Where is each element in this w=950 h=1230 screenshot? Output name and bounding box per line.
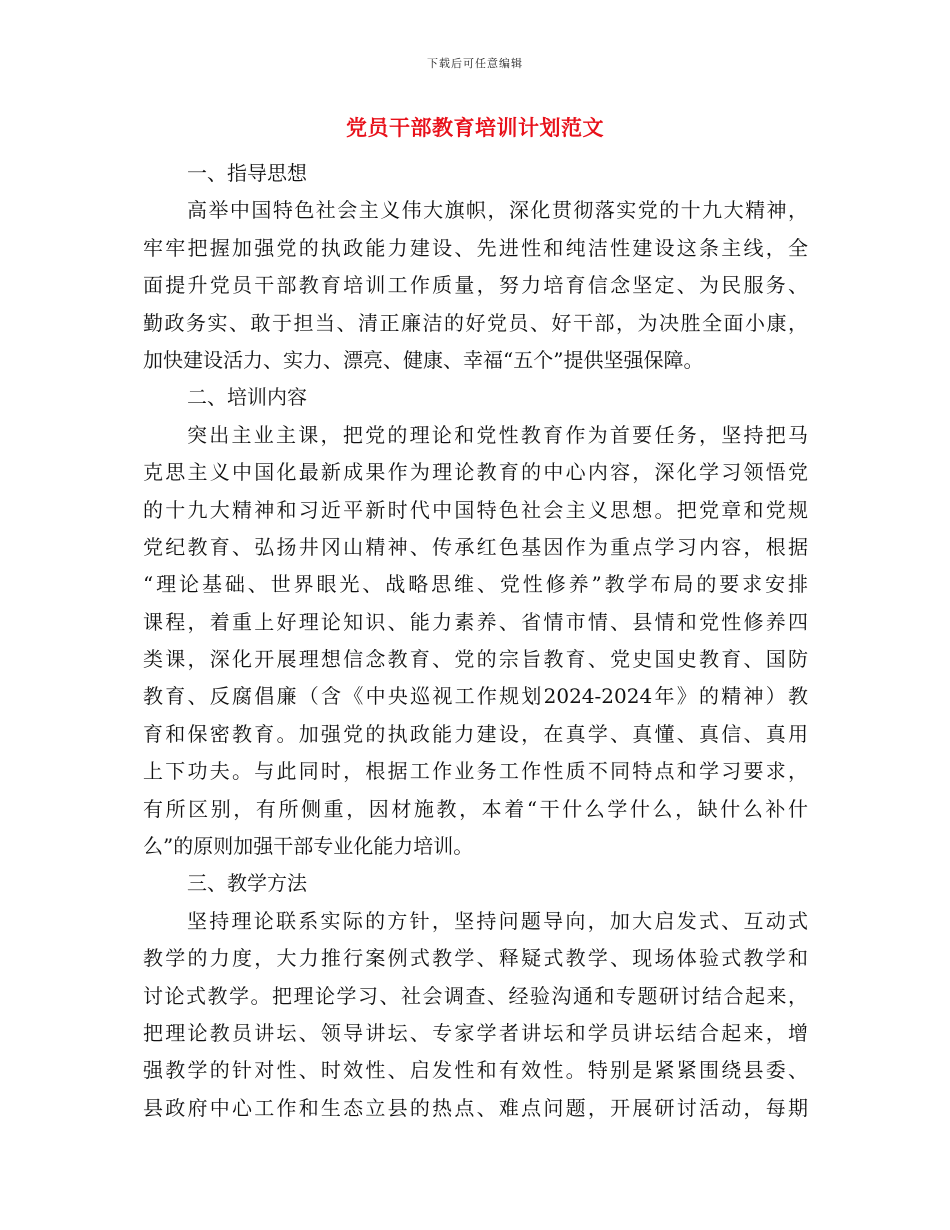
- section-heading: 二、培训内容: [187, 385, 307, 410]
- paragraph-line: 加快建设活力、实力、漂亮、健康、幸福“五个”提供坚强保障。: [143, 347, 704, 372]
- paragraph-line: 县政府中心工作和生态立县的热点、难点问题，开展研讨活动，每期: [143, 1095, 808, 1120]
- paragraph-line: 克思主义中国化最新成果作为理论教育的中心内容，深化学习领悟党: [143, 460, 808, 485]
- paragraph-line: 坚持理论联系实际的方针，坚持问题导向，加大启发式、互动式: [187, 908, 808, 933]
- paragraph-line: 党纪教育、弘扬井冈山精神、传承红色基因作为重点学习内容，根据: [143, 534, 808, 559]
- section-heading: 三、教学方法: [187, 871, 307, 896]
- paragraph-line: 强教学的针对性、时效性、启发性和有效性。特别是紧紧围绕县委、: [143, 1058, 808, 1083]
- paragraph-line: 突出主业主课，把党的理论和党性教育作为首要任务，坚持把马: [187, 422, 808, 447]
- paragraph-line: 牢牢把握加强党的执政能力建设、先进性和纯洁性建设这条主线，全: [143, 235, 808, 260]
- document-body: [143, 155, 808, 1127]
- section-heading: 一、指导思想: [187, 161, 307, 185]
- paragraph-line: 课程，着重上好理论知识、能力素养、省情市情、县情和党性修养四: [143, 609, 808, 634]
- paragraph-line: 教育、反腐倡廉（含《中央巡视工作规划2024-2024年》的精神）教: [143, 684, 808, 709]
- paragraph-line: 类课，深化开展理想信念教育、党的宗旨教育、党史国史教育、国防: [143, 647, 808, 672]
- paragraph-line: 教学的力度，大力推行案例式教学、释疑式教学、现场体验式教学和: [143, 946, 808, 971]
- paragraph-line: 上下功夫。与此同时，根据工作业务工作性质不同特点和学习要求，: [143, 759, 808, 784]
- paragraph-line: 么”的原则加强干部专业化能力培训。: [143, 834, 474, 859]
- header-note: 下载后可任意编辑: [427, 57, 523, 70]
- paragraph-line: 有所区别，有所侧重，因材施教，本着“干什么学什么，缺什么补什: [143, 796, 808, 821]
- paragraph-line: 面提升党员干部教育培训工作质量，努力培育信念坚定、为民服务、: [143, 273, 808, 298]
- paragraph-line: 的十九大精神和习近平新时代中国特色社会主义思想。把党章和党规: [143, 497, 808, 522]
- paragraph-line: 把理论教员讲坛、领导讲坛、专家学者讲坛和学员讲坛结合起来，增: [143, 1020, 808, 1045]
- paragraph-line: 高举中国特色社会主义伟大旗帜，深化贯彻落实党的十九大精神，: [187, 198, 808, 223]
- paragraph-line: 育和保密教育。加强党的执政能力建设，在真学、真懂、真信、真用: [143, 721, 808, 746]
- paragraph-line: 勤政务实、敢于担当、清正廉洁的好党员、好干部，为决胜全面小康，: [143, 310, 808, 335]
- document-title: 党员干部教育培训计划范文: [346, 115, 604, 140]
- paragraph-line: 讨论式教学。把理论学习、社会调查、经验沟通和专题研讨结合起来，: [143, 983, 808, 1008]
- paragraph-line: “理论基础、世界眼光、战略思维、党性修养”教学布局的要求安排: [143, 572, 808, 597]
